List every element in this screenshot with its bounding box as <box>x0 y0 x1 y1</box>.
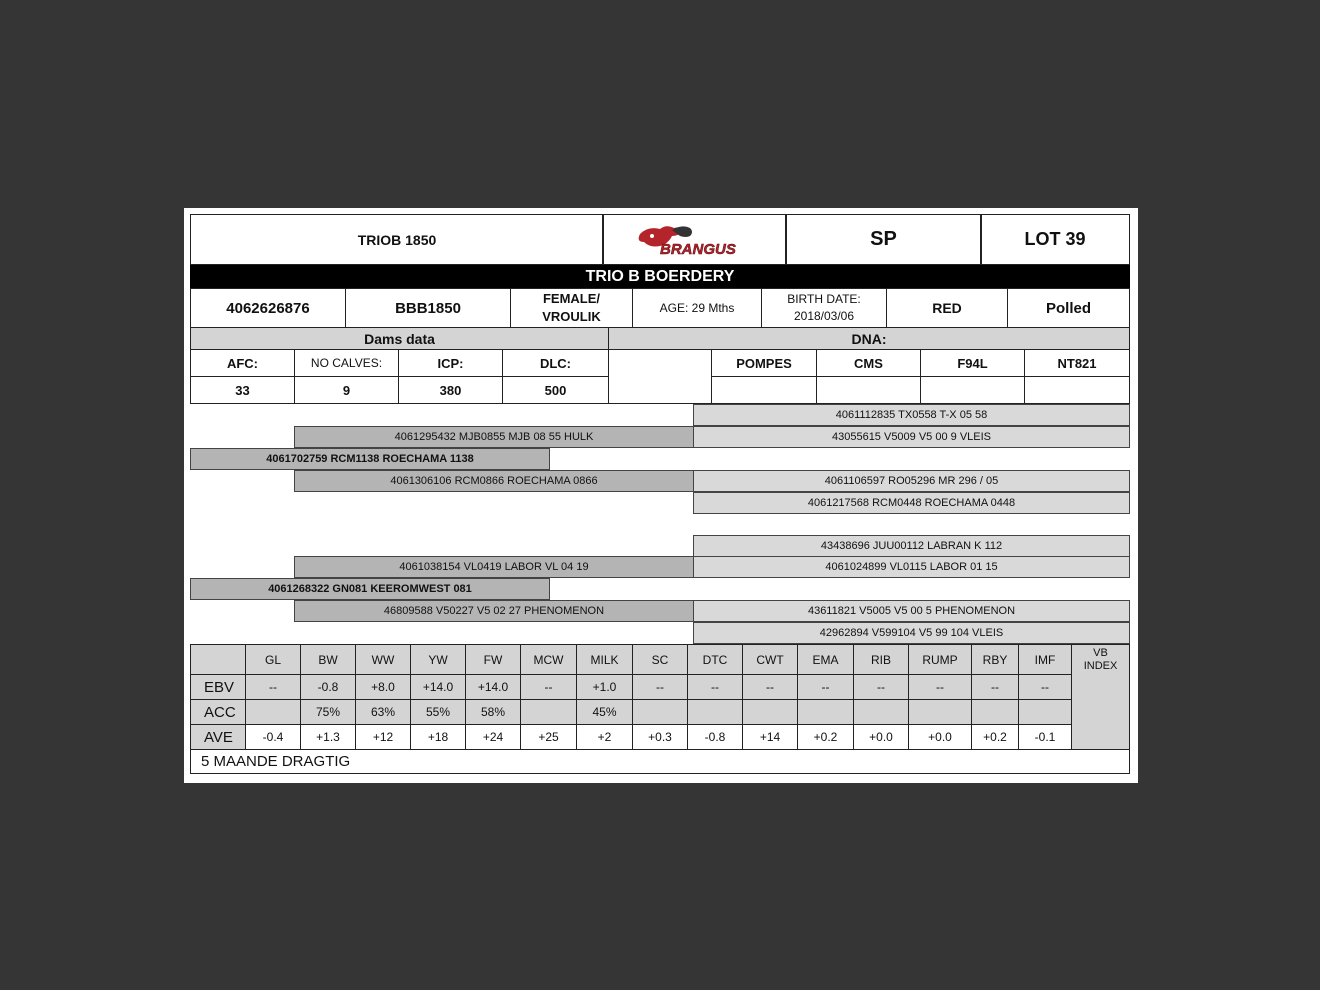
acc-row-label: ACC <box>190 699 246 725</box>
ave-cell: -0.8 <box>687 724 743 750</box>
ave-cell: +14 <box>742 724 798 750</box>
ebv-cell: -- <box>908 674 972 700</box>
ebv-col-fw: FW <box>465 644 521 675</box>
dna-header-pompes: POMPES <box>711 349 817 377</box>
brangus-logo-icon <box>630 220 760 260</box>
pedigree-sire-dam: 4061306106 RCM0866 ROECHAMA 0866 <box>294 470 694 492</box>
animal-code: BBB1850 <box>345 288 511 328</box>
ave-cell: +2 <box>576 724 633 750</box>
pedigree-sire-dam-sire: 4061106597 RO05296 MR 296 / 05 <box>693 470 1130 492</box>
pedigree-sire-sire: 4061295432 MJB0855 MJB 08 55 HULK <box>294 426 694 448</box>
acc-cell: 63% <box>355 699 411 725</box>
pedigree-dam-dam-dam: 42962894 V599104 V5 99 104 VLEIS <box>693 622 1130 644</box>
ebv-cell: +14.0 <box>465 674 521 700</box>
ave-cell: +0.0 <box>908 724 972 750</box>
ebv-cell: +8.0 <box>355 674 411 700</box>
acc-cell <box>632 699 688 725</box>
ebv-cell: +1.0 <box>576 674 633 700</box>
dams-value-no-calves: 9 <box>294 376 399 404</box>
ave-cell: -0.4 <box>245 724 301 750</box>
ebv-col-rib: RIB <box>853 644 909 675</box>
ebv-cell: -- <box>797 674 854 700</box>
pedigree-dam-dam: 46809588 V50227 V5 02 27 PHENOMENON <box>294 600 694 622</box>
ebv-col-rump: RUMP <box>908 644 972 675</box>
birth-date-value: 2018/03/06 <box>793 309 855 323</box>
dna-spacer <box>608 349 712 404</box>
grade-label: SP <box>785 214 982 265</box>
ebv-col-vb-index: VB INDEX <box>1071 644 1130 750</box>
ebv-col-yw: YW <box>410 644 466 675</box>
ebv-col-bw: BW <box>300 644 356 675</box>
ave-cell: -0.1 <box>1018 724 1072 750</box>
ebv-col-gl: GL <box>245 644 301 675</box>
ebv-col-milk: MILK <box>576 644 633 675</box>
acc-cell: 75% <box>300 699 356 725</box>
dams-data-title: Dams data <box>190 327 609 350</box>
dams-value-afc: 33 <box>190 376 295 404</box>
dams-header-no-calves: NO CALVES: <box>294 349 399 377</box>
acc-cell <box>797 699 854 725</box>
dna-title: DNA: <box>608 327 1130 350</box>
birth-date <box>761 288 887 328</box>
ave-row-label: AVE <box>190 724 246 750</box>
ave-cell: +12 <box>355 724 411 750</box>
lot-card <box>184 208 1138 783</box>
dna-value-pompes <box>711 376 817 404</box>
ebv-cell: -- <box>687 674 743 700</box>
ebv-cell: +14.0 <box>410 674 466 700</box>
animal-sex: FEMALE/ VROULIK <box>510 288 633 328</box>
animal-horn-status: Polled <box>1007 288 1130 328</box>
ebv-row-label: EBV <box>190 674 246 700</box>
footer-note: 5 MAANDE DRAGTIG <box>190 749 1130 774</box>
dna-value-nt821 <box>1024 376 1130 404</box>
ave-cell: +0.3 <box>632 724 688 750</box>
dna-value-cms <box>816 376 921 404</box>
animal-id-number: 4062626876 <box>190 288 346 328</box>
breeder-name: TRIO B BOERDERY <box>190 265 1130 288</box>
ave-cell: +18 <box>410 724 466 750</box>
acc-cell <box>908 699 972 725</box>
dams-header-dlc: DLC: <box>502 349 609 377</box>
dna-header-nt821: NT821 <box>1024 349 1130 377</box>
acc-cell <box>1018 699 1072 725</box>
svg-text:BRANGUS: BRANGUS <box>659 240 736 258</box>
pedigree-dam-sire: 4061038154 VL0419 LABOR VL 04 19 <box>294 556 694 578</box>
ebv-cell: -- <box>971 674 1019 700</box>
dams-header-icp: ICP: <box>398 349 503 377</box>
ebv-col-cwt: CWT <box>742 644 798 675</box>
pedigree-sire: 4061702759 RCM1138 ROECHAMA 1138 <box>190 448 550 470</box>
ebv-cell: -- <box>245 674 301 700</box>
acc-cell: 55% <box>410 699 466 725</box>
dna-value-f94l <box>920 376 1025 404</box>
pedigree-dam-sire-dam: 4061024899 VL0115 LABOR 01 15 <box>693 556 1130 578</box>
acc-cell: 45% <box>576 699 633 725</box>
ave-cell: +1.3 <box>300 724 356 750</box>
dna-header-cms: CMS <box>816 349 921 377</box>
ebv-col-mcw: MCW <box>520 644 577 675</box>
ebv-cell: -- <box>520 674 577 700</box>
acc-cell <box>971 699 1019 725</box>
pedigree-sire-sire-dam: 43055615 V5009 V5 00 9 VLEIS <box>693 426 1130 448</box>
ave-cell: +0.2 <box>971 724 1019 750</box>
dams-value-dlc: 500 <box>502 376 609 404</box>
ebv-col-imf: IMF <box>1018 644 1072 675</box>
animal-colour: RED <box>886 288 1008 328</box>
acc-cell: 58% <box>465 699 521 725</box>
ave-cell: +25 <box>520 724 577 750</box>
ebv-col-sc: SC <box>632 644 688 675</box>
ebv-corner <box>190 644 246 675</box>
pedigree-sire-dam-dam: 4061217568 RCM0448 ROECHAMA 0448 <box>693 492 1130 514</box>
pedigree-dam-sire-sire: 43438696 JUU00112 LABRAN K 112 <box>693 535 1130 557</box>
acc-cell <box>853 699 909 725</box>
ebv-col-dtc: DTC <box>687 644 743 675</box>
acc-cell <box>520 699 577 725</box>
ebv-cell: -0.8 <box>300 674 356 700</box>
animal-age: AGE: 29 Mths <box>632 288 762 328</box>
acc-cell <box>742 699 798 725</box>
ave-cell: +0.0 <box>853 724 909 750</box>
dams-value-icp: 380 <box>398 376 503 404</box>
acc-cell <box>245 699 301 725</box>
ebv-col-ema: EMA <box>797 644 854 675</box>
pedigree-sire-sire-sire: 4061112835 TX0558 T-X 05 58 <box>693 404 1130 426</box>
animal-name: TRIOB 1850 <box>190 214 604 265</box>
dna-header-f94l: F94L <box>920 349 1025 377</box>
ave-cell: +0.2 <box>797 724 854 750</box>
lot-number: LOT 39 <box>980 214 1130 265</box>
ebv-cell: -- <box>632 674 688 700</box>
pedigree-dam-dam-sire: 43611821 V5005 V5 00 5 PHENOMENON <box>693 600 1130 622</box>
birth-date-label: BIRTH DATE: <box>787 292 861 306</box>
ebv-cell: -- <box>1018 674 1072 700</box>
ebv-cell: -- <box>742 674 798 700</box>
dams-header-afc: AFC: <box>190 349 295 377</box>
ebv-cell: -- <box>853 674 909 700</box>
acc-cell <box>687 699 743 725</box>
ave-cell: +24 <box>465 724 521 750</box>
pedigree-dam: 4061268322 GN081 KEEROMWEST 081 <box>190 578 550 600</box>
ebv-table <box>190 644 1130 750</box>
ebv-col-rby: RBY <box>971 644 1019 675</box>
ebv-col-ww: WW <box>355 644 411 675</box>
brangus-logo <box>602 214 787 265</box>
